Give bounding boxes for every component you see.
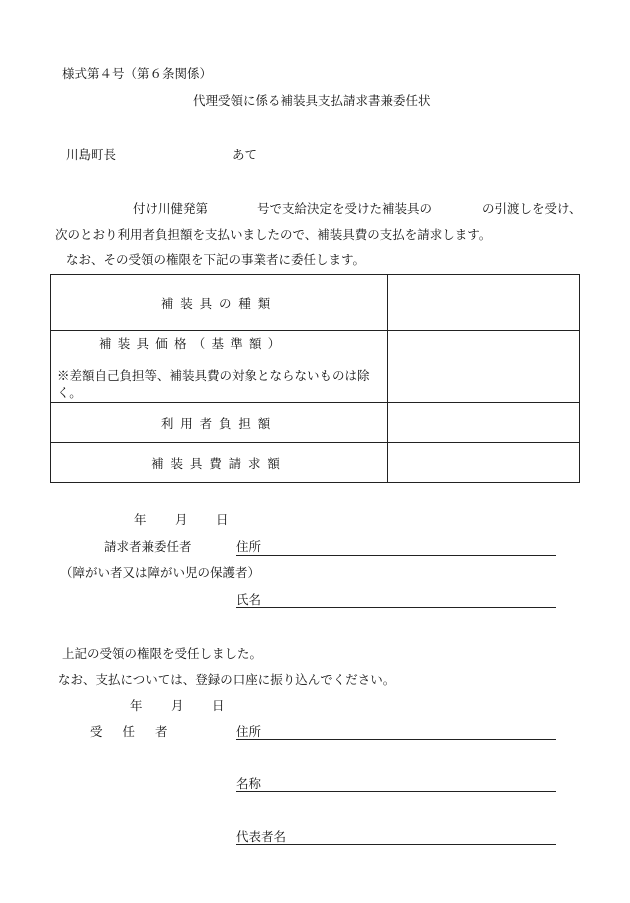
acceptance-line1: 上記の受領の権限を受任しました。 <box>62 646 263 661</box>
body-delegation: なお、その受領の権限を下記の事業者に委任します。 <box>66 252 366 267</box>
value-device-price[interactable] <box>388 331 580 403</box>
label-claim-amount: 補装具費請求額 <box>151 455 287 471</box>
claimant-role: 請求者兼委任者 <box>104 539 192 554</box>
agent-company-label: 名称 <box>236 776 262 791</box>
agent-representative-line[interactable] <box>236 844 556 845</box>
accept-date-year: 年 <box>130 698 143 713</box>
table-row <box>51 275 580 331</box>
agent-address-label: 住所 <box>236 724 262 739</box>
body-delivery-text: の引渡しを受け、 <box>482 201 582 216</box>
form-number: 様式第４号（第６条関係） <box>62 66 213 81</box>
body-payment-request: 次のとおり利用者負担額を支払いましたので、補装具費の支払を請求します。 <box>55 227 492 242</box>
claimant-name-label: 氏名 <box>236 592 262 607</box>
claim-date-day: 日 <box>216 512 229 527</box>
acceptance-line2: なお、支払については、登録の口座に振り込んでください。 <box>58 672 396 687</box>
agent-role: 受任者 <box>90 724 188 739</box>
agent-company-line[interactable] <box>236 791 556 792</box>
body-decision-text: 号で支給決定を受けた補装具の <box>257 201 433 216</box>
table-row <box>51 403 580 443</box>
claimant-address-label: 住所 <box>236 539 262 554</box>
document-title: 代理受領に係る補装具支払請求書兼委任状 <box>193 93 431 108</box>
value-claim-amount[interactable] <box>388 443 580 483</box>
claimant-name-line[interactable] <box>236 607 556 608</box>
claim-table <box>50 274 580 483</box>
table-row <box>51 331 580 403</box>
label-price-note: ※差額自己負担等、補装具費の対象とならないものは除く。 <box>57 368 370 400</box>
label-user-burden: 利用者負担額 <box>160 415 278 431</box>
table-row <box>51 443 580 483</box>
agent-representative-label: 代表者名 <box>236 829 287 844</box>
label-device-price: 補装具価格（基準額） <box>99 336 287 351</box>
value-user-burden[interactable] <box>388 403 580 443</box>
claimant-role-sub: （障がい者又は障がい児の保護者） <box>60 565 261 580</box>
claimant-address-line[interactable] <box>236 555 556 556</box>
claim-date-month: 月 <box>175 512 188 527</box>
accept-date-day: 日 <box>212 698 225 713</box>
value-device-type[interactable] <box>388 275 580 331</box>
body-decision-number-prefix: 付け川健発第 <box>133 201 209 216</box>
agent-address-line[interactable] <box>236 739 556 740</box>
addressee-suffix: あて <box>232 147 258 162</box>
addressee-mayor: 川島町長 <box>66 147 117 162</box>
label-device-type: 補装具の種類 <box>160 295 278 311</box>
accept-date-month: 月 <box>171 698 184 713</box>
claim-date-year: 年 <box>134 512 147 527</box>
